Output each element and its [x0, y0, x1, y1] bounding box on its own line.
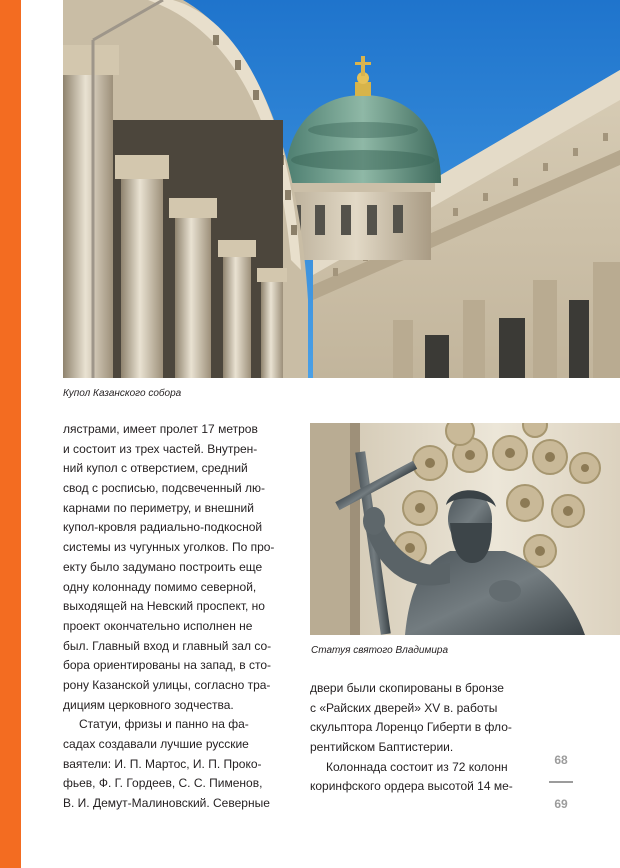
- text-line: одну колоннаду помимо северной,: [63, 579, 257, 594]
- text-line: системы из чугунных уголков. По про-: [63, 540, 275, 555]
- text-line: садах создавали лучшие русские: [63, 737, 249, 751]
- text-line: проект окончательно исполнен не: [63, 618, 253, 633]
- text-line: фьев, Ф. Г. Гордеев, С. С. Пименов,: [63, 776, 263, 791]
- text-line: ваятели: И. П. Мартос, И. П. Проко-: [63, 756, 262, 771]
- text-line: коринфского ордера высотой 14 ме-: [310, 779, 513, 794]
- page-number-top: 68: [554, 753, 568, 767]
- left-text-column: [63, 420, 288, 814]
- statue-photo-caption: Статуя святого Владимира: [311, 645, 449, 656]
- text-line: ний купол с отверстием, средний: [63, 461, 248, 476]
- page-number-bottom: 69: [554, 797, 568, 811]
- orange-spine-bar: [0, 0, 21, 868]
- text-line: купол-кровля радиально-подкосной: [63, 520, 263, 535]
- page-number-divider: [549, 781, 573, 783]
- text-line: лястрами, имеет пролет 17 метров: [63, 422, 258, 436]
- text-line: выходящей на Невский проспект, но: [63, 599, 265, 614]
- right-text-column: [310, 679, 535, 797]
- text-line: дициям церковного зодчества.: [63, 697, 234, 712]
- text-line: двери были скопированы в бронзе: [310, 681, 504, 695]
- text-line: был. Главный вход и главный зал со-: [63, 638, 272, 653]
- text-line: екту было задумано построить еще: [63, 559, 263, 574]
- text-line: с «Райских дверей» XV в. работы: [310, 700, 498, 715]
- text-line: рентийском Баптистерии.: [310, 740, 454, 755]
- text-line: и состоит из трех частей. Внутрен-: [63, 441, 258, 456]
- text-line: Статуи, фризы и панно на фа-: [79, 717, 249, 732]
- text-line: рону Казанской улицы, согласно тра-: [63, 677, 271, 692]
- text-line: Колоннада состоит из 72 колонн: [326, 759, 508, 774]
- text-line: В. И. Демут-Малиновский. Северные: [63, 796, 270, 811]
- main-photo-caption: Купол Казанского собора: [63, 388, 182, 399]
- saint-statue-photo: [310, 423, 620, 635]
- cathedral-dome-photo: [63, 0, 620, 378]
- text-line: свод с росписью, подсвеченный лю-: [63, 481, 266, 496]
- text-line: скульптора Лоренцо Гиберти в фло-: [310, 720, 512, 735]
- text-line: бора ориентированы на запад, в сто-: [63, 658, 272, 673]
- text-line: карнами по периметру, и внешний: [63, 500, 254, 515]
